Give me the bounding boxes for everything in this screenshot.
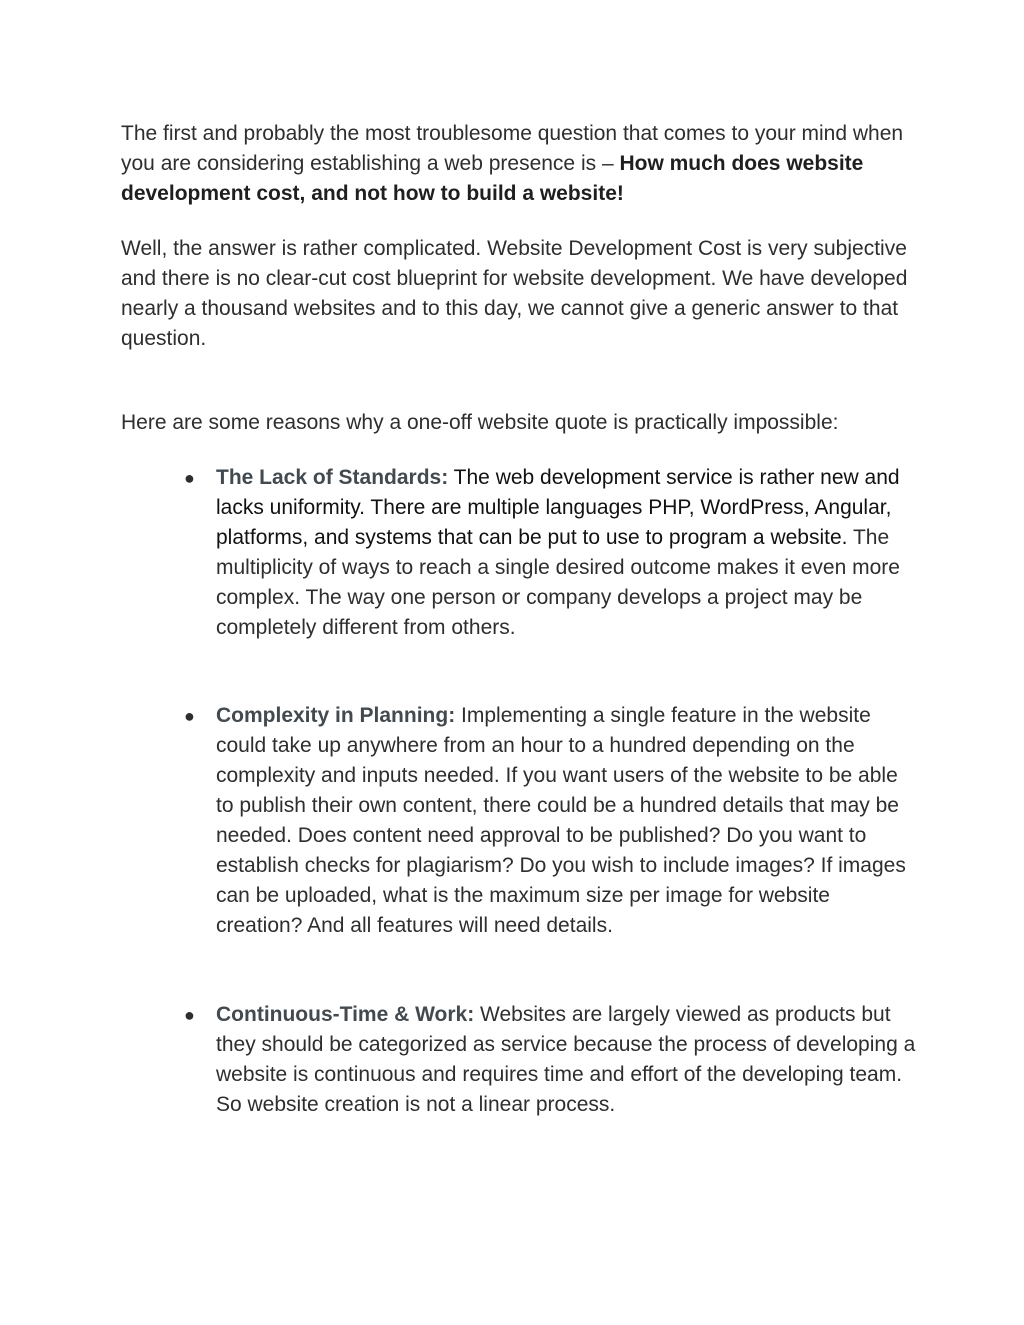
list-item bbox=[184, 463, 916, 643]
intro-paragraph bbox=[121, 119, 921, 209]
reason-title: The Lack of Standards: bbox=[216, 466, 449, 489]
answer-paragraph: Well, the answer is rather complicated. Website Development Cost is very subjective and there is no clear-cut cost blueprint for website development. We have developed nearly a thousand websites and to this day, we cannot give a generic answer to that question. bbox=[121, 237, 908, 350]
reason-body-continued: Websites are largely viewed as products but they should be categorized as service because the process of developing a website is continuous and requires time and effort of the developing team. So website creation is not a linear process. bbox=[216, 1003, 916, 1116]
reason-title: Complexity in Planning: bbox=[216, 704, 456, 727]
reason-body-continued: The multiplicity of ways to reach a single desired outcome makes it even more complex. The way one person or company develops a project may be completely different from others. bbox=[216, 526, 900, 639]
bullet-icon: ● bbox=[184, 1005, 195, 1025]
reason-title: Continuous-Time & Work: bbox=[216, 1003, 475, 1026]
intro-bold-question: How much does website development cost, and not how to build a website! bbox=[121, 152, 864, 205]
reason-body-continued: Implementing a single feature in the website could take up anywhere from an hour to a hundred depending on the complexity and inputs needed. If you want users of the website to be able to publish their own content, there could be a hundred details that may be needed. Does content need approval to be published? Do you want to establish checks for plagiarism? Do you wish to include images? If images can be uploaded, what is the maximum size per image for website creation? And all features will need details. bbox=[216, 704, 906, 937]
bullet-icon: ● bbox=[184, 706, 195, 726]
bullet-icon: ● bbox=[184, 468, 195, 488]
intro-text: The first and probably the most troublesome question that comes to your mind when you are considering establishing a web presence is – bbox=[121, 122, 904, 175]
reason-body: The web development service is rather new and lacks uniformity. There are multiple languages PHP, WordPress, Angular, platforms, and systems that can be put to use to program a website. bbox=[216, 466, 900, 549]
list-item bbox=[184, 1000, 916, 1120]
reasons-intro: Here are some reasons why a one-off website quote is practically impossible: bbox=[121, 411, 839, 434]
list-item bbox=[184, 701, 916, 941]
